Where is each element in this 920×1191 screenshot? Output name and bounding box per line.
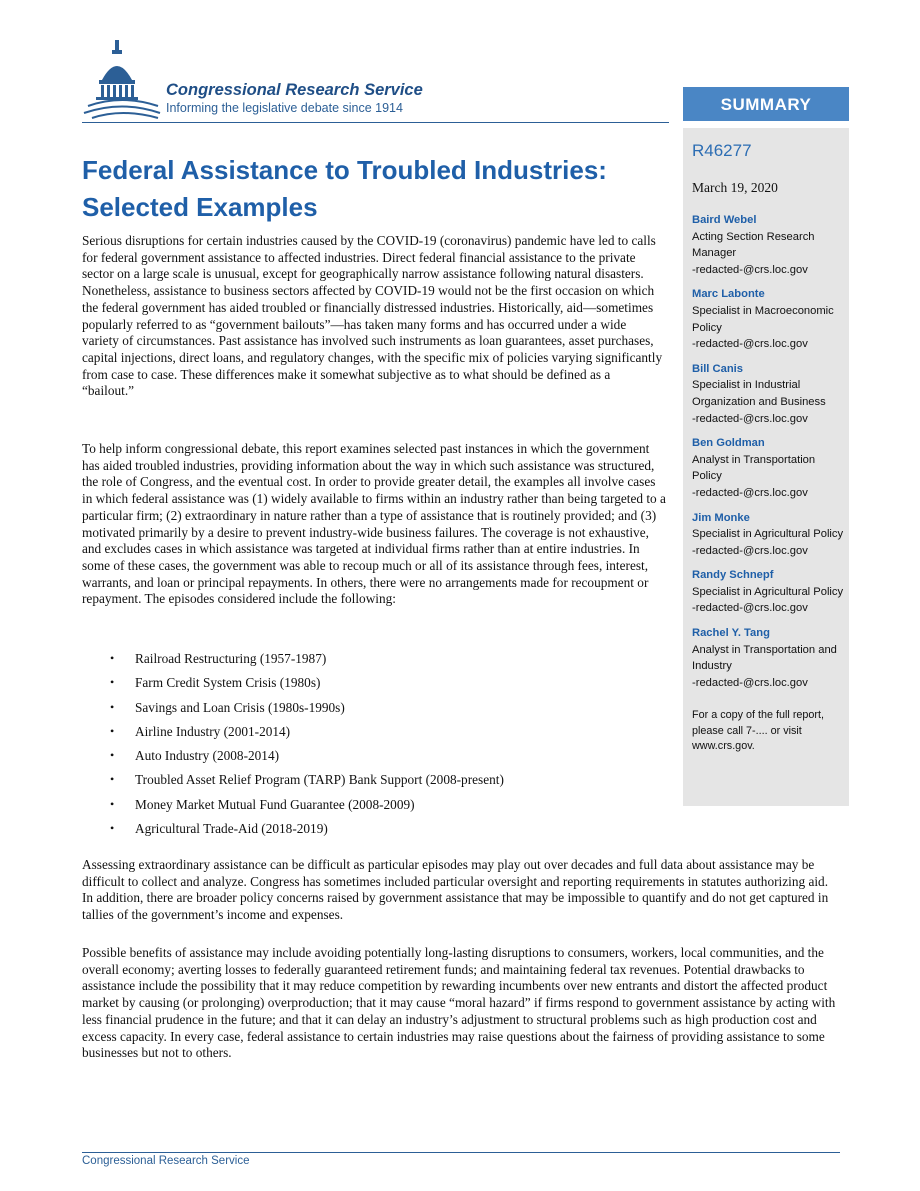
header-divider	[82, 122, 669, 123]
footer-divider	[82, 1152, 840, 1153]
bullet-icon: •	[110, 675, 115, 690]
author-entry	[692, 212, 844, 278]
author-title: Specialist in Macroeconomic Policy	[692, 304, 834, 334]
author-entry	[692, 567, 844, 617]
author-name: Bill Canis	[692, 362, 743, 375]
body-paragraph: Serious disruptions for certain industries caused by the COVID-19 (coronavirus) pandemic have led to calls for federal government assistance to affected industries. Direct federal financial assistance to the private sector on a large scale is unusual, except for geographically narrow assistance following natural disasters. Nonetheless, assistance to business sectors affected by COVID-19 would not be the first occasion on which the federal government has aided troubled or financially distressed industries. Historically, aid—sometimes popularly referred to as “government bailouts”—has taken many forms and has occurred under a wide variety of circumstances. Past assistance has involved such instruments as loan guarantees, asset purchases, capital injections, direct loans, and regulatory changes, with the specific mix of policies varying significantly from case to case. These differences make it somewhat subjective as to what should be defined as a “bailout.”	[82, 233, 663, 399]
author-email: -redacted-@crs.loc.gov	[692, 676, 808, 689]
list-item-text: Airline Industry (2001-2014)	[135, 723, 291, 739]
list-item-text: Agricultural Trade-Aid (2018-2019)	[135, 821, 328, 837]
bullet-icon: •	[110, 723, 115, 738]
list-item-text: Money Market Mutual Fund Guarantee (2008-2009)	[135, 796, 415, 812]
author-title: Acting Section Research Manager	[692, 230, 815, 260]
author-title: Specialist in Industrial Organization and Business	[692, 379, 826, 408]
author-name: Rachel Y. Tang	[692, 627, 770, 640]
author-email: -redacted-@crs.loc.gov	[692, 544, 808, 557]
author-name: Baird Webel	[692, 214, 757, 226]
list-item	[82, 650, 642, 674]
org-tagline: Informing the legislative debate since 1914	[166, 101, 403, 115]
report-id: R46277	[692, 141, 752, 160]
list-item-text: Auto Industry (2008-2014)	[135, 748, 280, 764]
list-item	[82, 674, 642, 698]
list-item-text: Farm Credit System Crisis (1980s)	[135, 675, 321, 691]
list-item-text: Savings and Loan Crisis (1980s-1990s)	[135, 699, 345, 715]
list-item	[82, 796, 642, 820]
list-item	[82, 820, 642, 844]
crs-logo	[82, 36, 482, 122]
author-entry	[692, 510, 844, 560]
summary-sidebar	[683, 128, 849, 806]
author-email: -redacted-@crs.loc.gov	[692, 263, 808, 276]
bullet-icon: •	[110, 651, 115, 665]
page-title: Federal Assistance to Troubled Industries: Selected Examples	[82, 155, 607, 222]
org-name: Congressional Research Service	[166, 81, 423, 99]
author-name: Jim Monke	[692, 511, 750, 524]
author-list	[692, 212, 844, 691]
author-email: -redacted-@crs.loc.gov	[692, 602, 808, 615]
author-title: Specialist in Agricultural Policy	[692, 585, 844, 598]
bullet-icon: •	[110, 796, 115, 811]
report-date: March 19, 2020	[692, 180, 778, 195]
full-report-note: For a copy of the full report, please call 7-.... or visit www.crs.gov.	[692, 709, 825, 753]
author-name: Randy Schnepf	[692, 569, 774, 582]
body-paragraph: To help inform congressional debate, this report examines selected past instances in which the government has aided troubled industries, providing information about the way in which such assistance was structured, the role of Congress, and the eventual cost. In order to provide greater detail, the examples all involve cases in which federal assistance was (1) widely available to firms within an industry rather than being targeted to a particular firm; (2) extraordinary in nature rather than a type of assistance that is routinely provided; and (3) motivated primarily by a desire to prevent industry-wide business failures. The coverage is not exhaustive, and excludes cases in which assistance was targeted at individual firms rather than at entire industries. In some of these cases, the government was able to recoup much or all of its assistance through fees, interest, warrants, and loan or principal repayments. In others, there were no arrangements made for recoupment or repayment. The episodes considered include the following:	[82, 441, 666, 607]
author-title: Specialist in Agricultural Policy	[692, 528, 844, 541]
author-entry	[692, 361, 844, 427]
author-email: -redacted-@crs.loc.gov	[692, 412, 808, 425]
capitol-dome-icon	[82, 36, 162, 122]
footer-org-name: Congressional Research Service	[82, 1155, 250, 1167]
summary-heading: SUMMARY	[683, 87, 849, 121]
author-title: Analyst in Transportation Policy	[692, 453, 816, 483]
body-paragraph: Assessing extraordinary assistance can be difficult as particular episodes may play out over decades and full data about assistance may be difficult to collect and analyze. Congress has sometimes included particular oversight and reporting requirements in statutes authorizing aid. In addition, there are broader policy concerns raised by government assistance that may be impossible to quantify and do not get captured in tallies of the government’s income and expenses.	[82, 857, 829, 923]
bullet-icon: •	[110, 772, 115, 787]
bullet-icon: •	[110, 748, 115, 763]
bullet-icon: •	[110, 821, 115, 836]
author-entry	[692, 625, 844, 691]
list-item	[82, 699, 642, 723]
author-entry	[692, 435, 844, 501]
list-item-text: Troubled Asset Relief Program (TARP) Bank Support (2008-present)	[135, 772, 504, 788]
author-email: -redacted-@crs.loc.gov	[692, 486, 808, 499]
author-title: Analyst in Transportation and Industry	[692, 643, 837, 673]
author-email: -redacted-@crs.loc.gov	[692, 338, 808, 351]
episode-list	[82, 650, 642, 844]
list-item	[82, 747, 642, 771]
list-item	[82, 771, 642, 795]
list-item-text: Railroad Restructuring (1957-1987)	[135, 651, 327, 666]
list-item	[82, 723, 642, 747]
author-entry	[692, 286, 844, 352]
author-name: Marc Labonte	[692, 288, 765, 301]
bullet-icon: •	[110, 699, 115, 714]
body-paragraph: Possible benefits of assistance may include avoiding potentially long-lasting disruptions to consumers, workers, local communities, and the overall economy; averting losses to federally guaranteed retirement funds; and maintaining federal tax revenues. Potential drawbacks to assistance include the possibility that it may reduce competition by rewarding incumbents over new entrants and distort the affected product market by causing (or prolonging) overproduction; that it may cause “moral hazard” if firms respond to government assistance by acting with less financial prudence in the future; and that it can delay an industry’s adjustment to structural problems such as high production cost and excess capacity. In every case, federal assistance to certain industries may raise questions about the fairness of providing assistance to some businesses but not to others.	[82, 945, 836, 1061]
author-name: Ben Goldman	[692, 437, 765, 450]
